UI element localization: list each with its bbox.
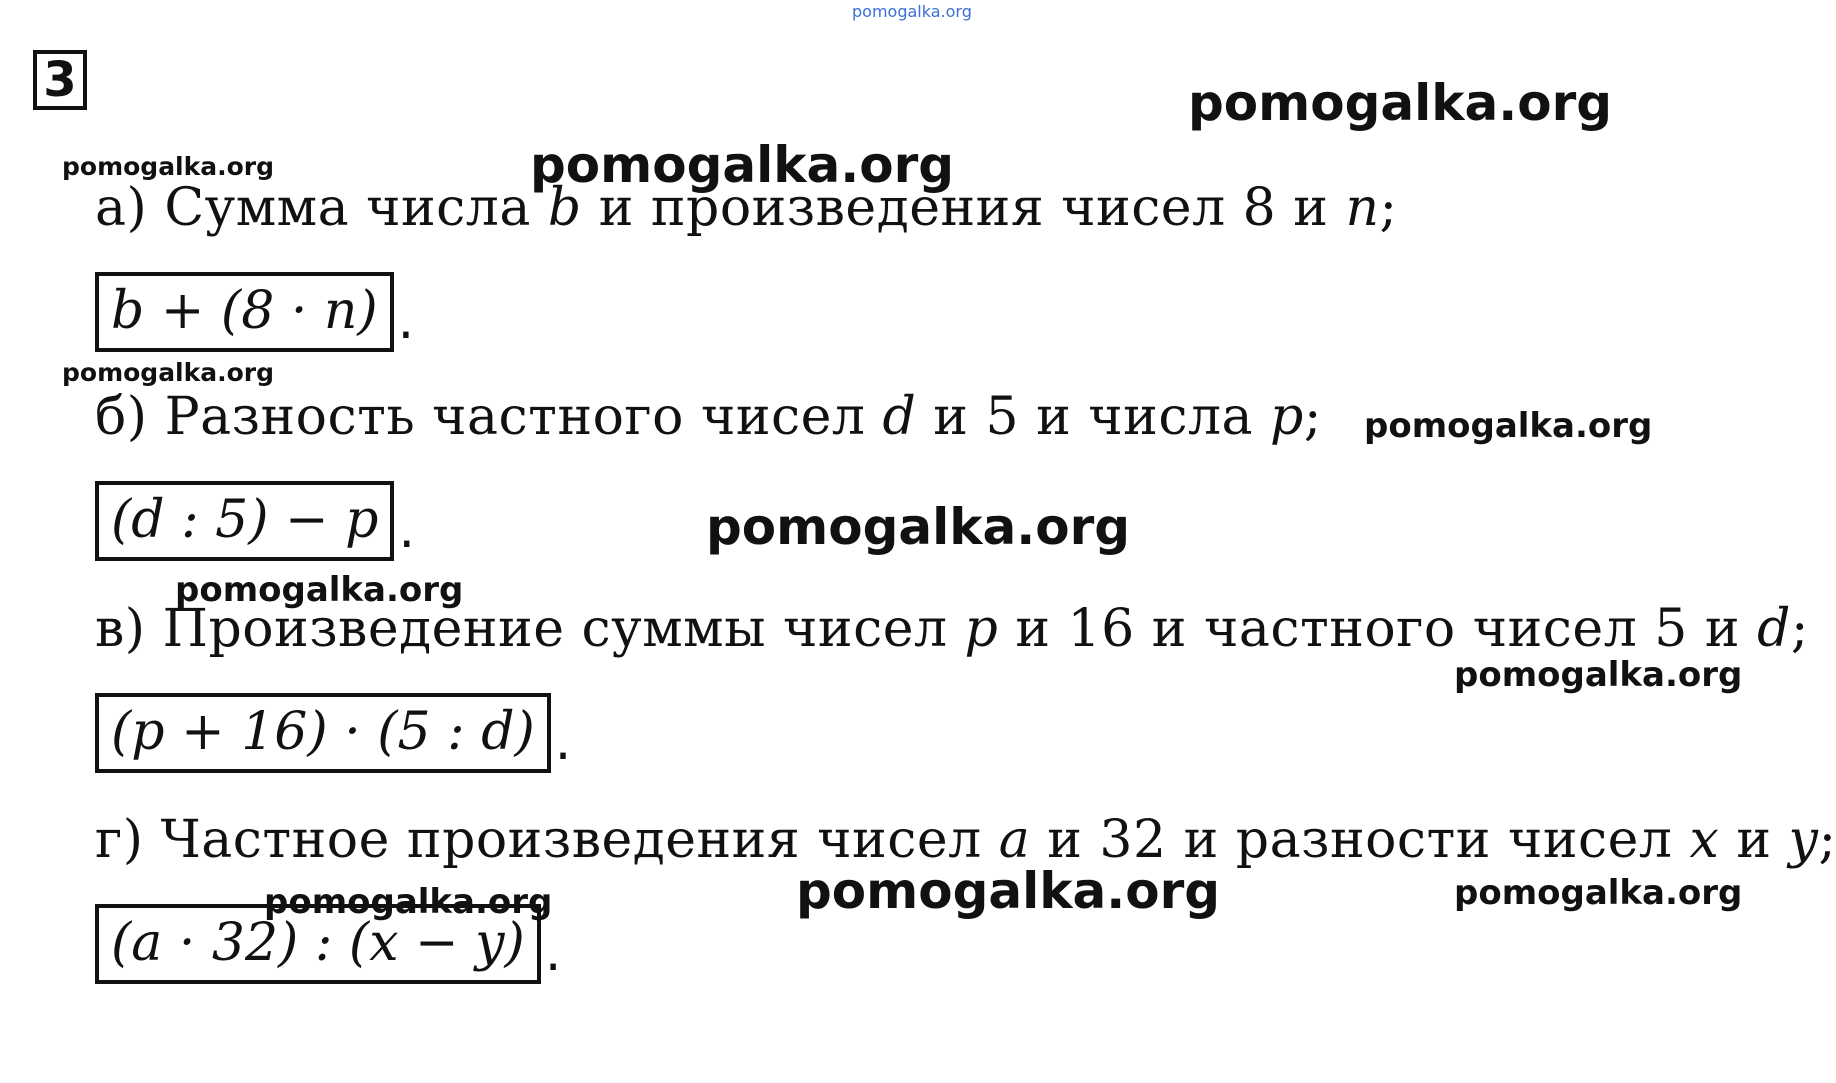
problem-d-text-1: Частное произведения чисел (160, 810, 999, 870)
problem-c-text-1: Произведение суммы чисел (162, 599, 965, 659)
problem-a-var-n: n (1345, 178, 1380, 238)
problem-d-text-3: и (1719, 810, 1789, 870)
problem-d-var-y: y (1788, 810, 1819, 870)
problem-b-answer-box: (d : 5) − p (95, 481, 394, 561)
problem-c-text-3: ; (1790, 599, 1809, 659)
problem-a-answer-period: . (397, 291, 415, 351)
problem-d-answer-box: (a · 32) : (x − y) (95, 904, 541, 984)
watermark-7: pomogalka.org (175, 570, 464, 610)
problem-a-var-b: b (547, 178, 582, 238)
watermark-11: pomogalka.org (1454, 873, 1743, 913)
watermark-2: pomogalka.org (62, 152, 275, 181)
problem-b-answer-period: . (398, 500, 415, 560)
problem-c-label: в) (95, 599, 146, 659)
problem-a-text-3: ; (1379, 178, 1398, 238)
watermark-9: pomogalka.org (264, 882, 553, 922)
problem-c-answer-period: . (554, 712, 572, 772)
problem-c-var-d: d (1757, 599, 1791, 659)
problem-d-text-2: и 32 и разности чисел (1030, 810, 1690, 870)
problem-b-text-2: и 5 и числа (916, 387, 1271, 447)
problem-a-answer-box: b + (8 · n) (95, 272, 394, 352)
problem-b-label: б) (95, 387, 148, 447)
problem-a-text-2: и произведения чисел 8 и (581, 178, 1346, 238)
watermark-10: pomogalka.org (796, 862, 1221, 920)
watermark-6: pomogalka.org (706, 498, 1131, 556)
problem-d-label: г) (95, 810, 144, 870)
watermark-5: pomogalka.org (1364, 406, 1653, 446)
problem-a-answer-row (95, 272, 414, 352)
problem-a-label: а) (95, 178, 148, 238)
watermark-1: pomogalka.org (1188, 74, 1613, 132)
problem-d-answer-period: . (544, 923, 562, 983)
watermark-8: pomogalka.org (1454, 655, 1743, 695)
problem-c-var-p: p (964, 599, 999, 659)
task-number: 3 (33, 50, 87, 110)
problem-b-answer-row (95, 481, 415, 561)
problem-b-var-p: p (1270, 387, 1304, 447)
problem-c-text-2: и 16 и частного чисел 5 и (998, 599, 1758, 659)
problem-d-text-4: ; (1818, 810, 1836, 870)
problem-d-var-a: a (998, 810, 1031, 870)
problem-b-statement (95, 385, 1322, 449)
problem-b-text-3: ; (1303, 387, 1322, 447)
watermark-top: pomogalka.org (852, 2, 972, 21)
problem-c-answer-row (95, 693, 571, 773)
problem-b-var-d: d (882, 387, 917, 447)
watermark-3: pomogalka.org (530, 136, 955, 194)
problem-c-answer-box: (p + 16) · (5 : d) (95, 693, 551, 773)
watermark-4: pomogalka.org (62, 358, 275, 387)
problem-d-var-x: x (1689, 810, 1720, 870)
problem-a-text-1: Сумма числа (164, 178, 548, 238)
problem-b-text-1: Разность частного чисел (164, 387, 883, 447)
